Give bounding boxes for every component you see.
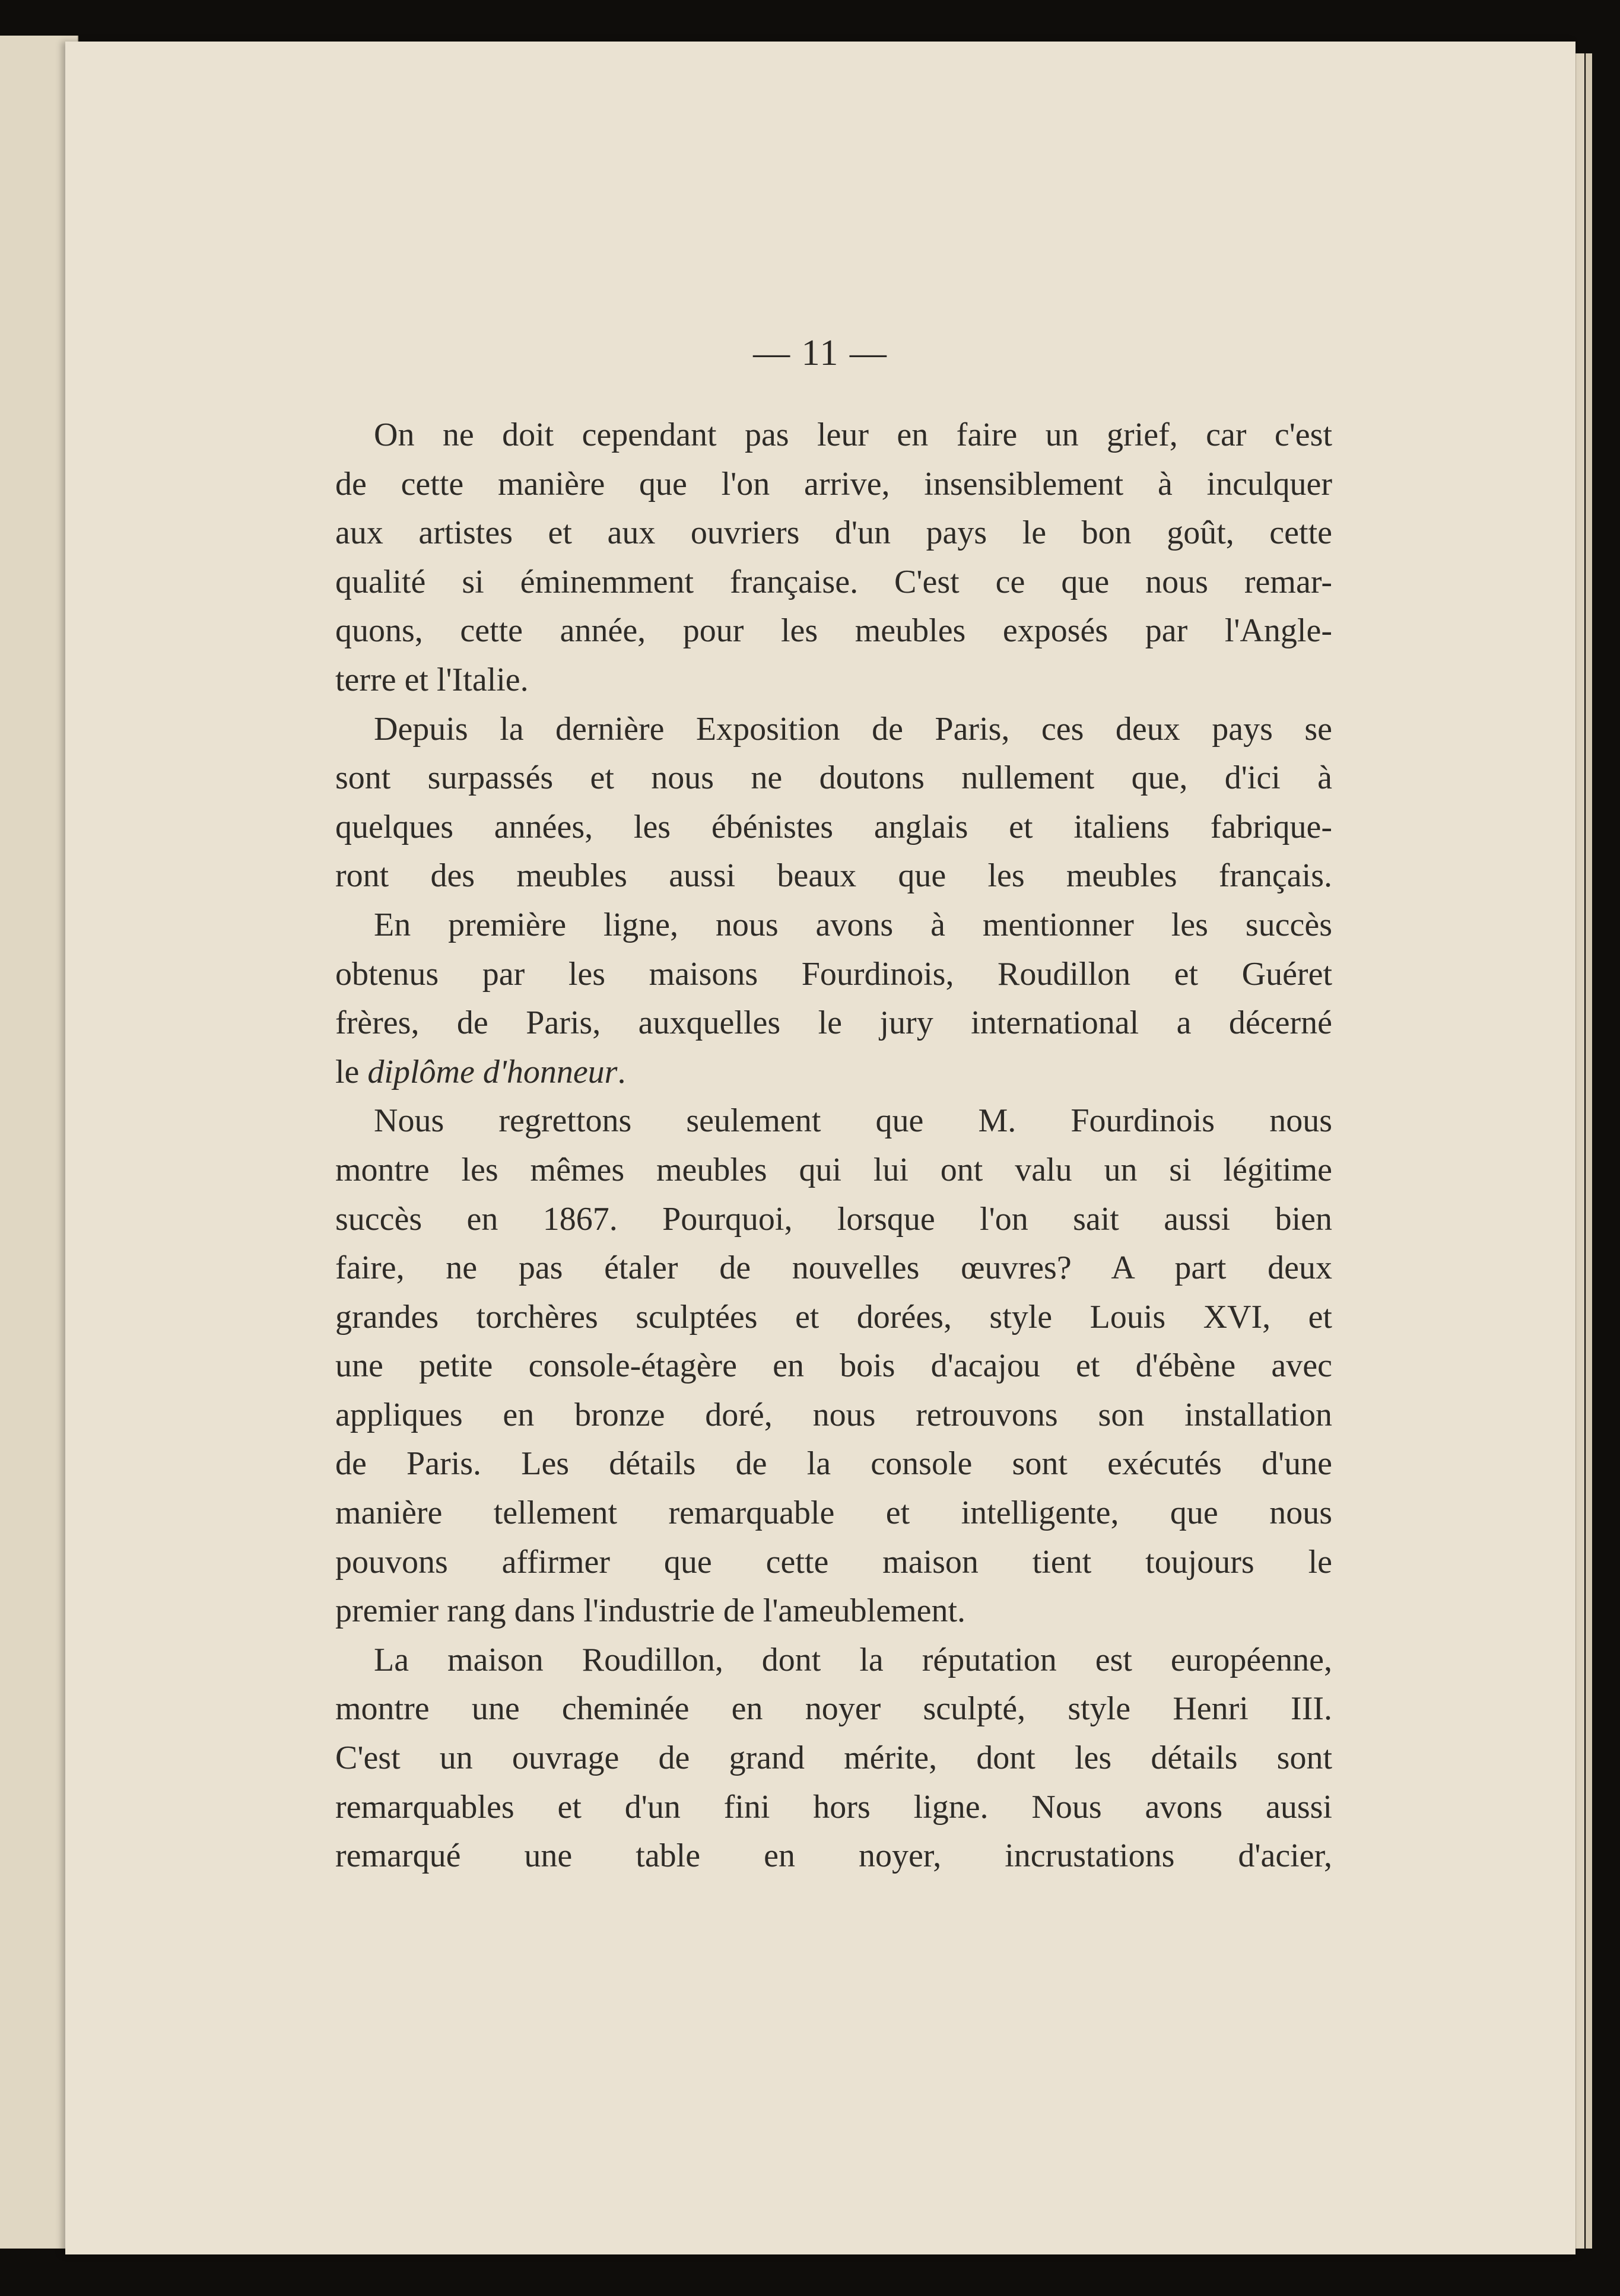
text-line: En première ligne, nous avons à mentionner les succès xyxy=(374,906,1332,943)
paragraph-5 xyxy=(335,1636,1332,1881)
paragraph-1 xyxy=(335,411,1332,705)
text-line: quelques années, les ébénistes anglais et italiens fabrique- xyxy=(335,808,1332,845)
text-line: une petite console-étagère en bois d'acajou et d'ébène avec xyxy=(335,1347,1332,1385)
text-line: aux artistes et aux ouvriers d'un pays le bon goût, cette xyxy=(335,514,1332,552)
body-text xyxy=(335,411,1332,1881)
text-suffix: . xyxy=(617,1053,626,1090)
text-line: sont surpassés et nous ne doutons nullement que, d'ici à xyxy=(335,759,1332,797)
page-edge-right-outer xyxy=(1586,53,1592,2249)
text-line: On ne doit cependant pas leur en faire un grief, car c'est xyxy=(374,416,1332,453)
page-number: — 11 — xyxy=(753,333,888,373)
text-line: quons, cette année, pour les meubles exposés par l'Angle- xyxy=(335,612,1332,650)
text-line: premier rang dans l'industrie de l'ameublement. xyxy=(335,1592,966,1630)
text-line: Depuis la dernière Exposition de Paris, ces deux pays se xyxy=(374,710,1332,748)
text-line: manière tellement remarquable et intelligente, que nous xyxy=(335,1494,1332,1532)
paragraph-4 xyxy=(335,1096,1332,1636)
text-line: obtenus par les maisons Fourdinois, Roudillon et Guéret xyxy=(335,955,1332,993)
text-line: de cette manière que l'on arrive, insensiblement à inculquer xyxy=(335,465,1332,503)
text-line: remarquables et d'un fini hors ligne. Nous avons aussi xyxy=(335,1788,1332,1826)
text-line xyxy=(335,1048,1332,1097)
text-line: Nous regrettons seulement que M. Fourdinois nous xyxy=(374,1102,1332,1140)
text-line: terre et l'Italie. xyxy=(335,661,529,698)
text-line: pouvons affirmer que cette maison tient toujours le xyxy=(335,1543,1332,1581)
text-line: C'est un ouvrage de grand mérite, dont les détails sont xyxy=(335,1740,1332,1777)
text-line: appliques en bronze doré, nous retrouvons son installation xyxy=(335,1396,1332,1433)
italic-phrase: diplôme d'honneur xyxy=(367,1053,618,1090)
paragraph-2 xyxy=(335,705,1332,901)
text-line: frères, de Paris, auxquelles le jury international a décerné xyxy=(335,1004,1332,1042)
text-line: succès en 1867. Pourquoi, lorsque l'on sait aussi bien xyxy=(335,1200,1332,1238)
text-line: remarqué une table en noyer, incrustations d'acier, xyxy=(335,1837,1332,1875)
paragraph-3 xyxy=(335,901,1332,1096)
text-prefix: le xyxy=(335,1053,368,1090)
book-page xyxy=(65,42,1575,2254)
text-line: grandes torchères sculptées et dorées, style Louis XVI, et xyxy=(335,1298,1332,1335)
page-edge-right xyxy=(1575,53,1584,2249)
text-line: ront des meubles aussi beaux que les meubles français. xyxy=(335,857,1332,895)
text-line: faire, ne pas étaler de nouvelles œuvres? A part deux xyxy=(335,1249,1332,1287)
text-line: de Paris. Les détails de la console sont exécutés d'une xyxy=(335,1445,1332,1483)
text-line: qualité si éminemment française. C'est ce que nous remar- xyxy=(335,563,1332,600)
text-line: montre une cheminée en noyer sculpté, style Henri III. xyxy=(335,1690,1332,1728)
text-line: La maison Roudillon, dont la réputation est européenne, xyxy=(374,1641,1332,1678)
text-line: montre les mêmes meubles qui lui ont valu un si légitime xyxy=(335,1151,1332,1188)
